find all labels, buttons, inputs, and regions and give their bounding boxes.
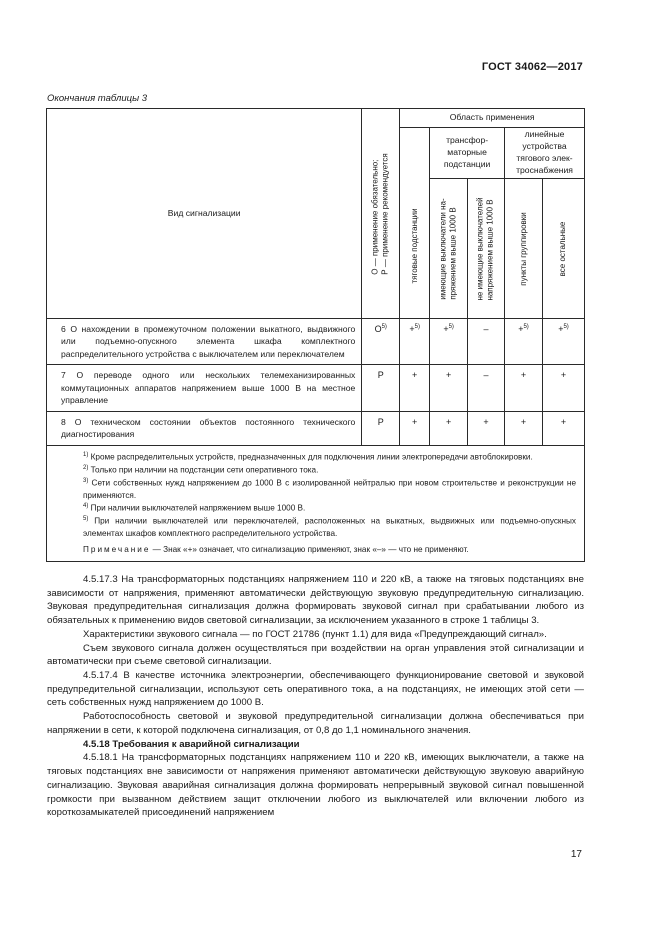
table-footnotes <box>47 445 585 561</box>
paragraph: Работоспособность световой и звуковой предупредительной сигнализации должна обеспечиваться при напряжении в сети, к которой подключена сигнализация, от 0,8 до 1,1 номинального значения. <box>47 711 584 736</box>
paragraph: Характеристики звукового сигнала — по ГОСТ 21786 (пункт 1.1) для вида «Предупреждающий сигнал». <box>83 628 547 640</box>
footnote: $^{5)}$ При наличии выключателей или переключателей, расположенных на выкатных, выдвижных или подъемно-опускных элементах шкафов комплектного распределительного устройства. <box>83 516 576 539</box>
cell-others: + <box>542 411 584 445</box>
footnote: $^{3)}$ Сети собственных нужд напряжением до 1000 В с изолированной нейтралью при новом строительстве и реконструкции не применяются. <box>83 477 576 500</box>
section-heading: 4.5.18 Требования к аварийной сигнализации <box>83 738 300 750</box>
table-note: Примечание — Знак «+» означает, что сигнализацию применяют, знак «–» — что не применяют. <box>83 545 469 555</box>
header-without-switches: не имеющие выключателей напряжением выше 1000 В <box>468 179 505 319</box>
paragraph: 4.5.17.4 В качестве источника электроэнергии, обеспечивающего функционирование световой и звуковой предупредительной сигнализации, используют сеть оперативного тока, а на подстанциях, не имеющих этой сети — сеть собственных нужд напряжением до 1000 В. <box>47 670 584 709</box>
header-sectioning-points: пункты группировки <box>505 179 543 319</box>
header-symbol: О — применение обязательно; Р — применение рекомендуется <box>362 109 400 319</box>
cell-traction: +$^{5)}$ <box>400 319 430 365</box>
cell-without-switches: – <box>468 365 505 411</box>
header-with-switches: имеющие выключатели на- пряжением выше 1000 В <box>430 179 468 319</box>
signal-table <box>46 108 585 562</box>
table-row <box>47 365 585 411</box>
body-text <box>47 573 584 820</box>
row-symbol: Р <box>362 411 400 445</box>
row-description: 8 О техническом состоянии объектов постоянного технического диагностирования <box>47 411 362 445</box>
cell-sectioning-points: + <box>505 411 543 445</box>
cell-others: + <box>542 365 584 411</box>
cell-without-switches: – <box>468 319 505 365</box>
header-others: все остальные <box>542 179 584 319</box>
cell-with-switches: + <box>430 365 468 411</box>
cell-traction: + <box>400 365 430 411</box>
paragraph: 4.5.18.1 На трансформаторных подстанциях напряжением 110 и 220 кВ, имеющих выключатели, а также на тяговых подстанциях вне зависимости от напряжения применяют автоматически действующую звуковую аварийную сигнализацию. Звуковая аварийная сигнализация должна формировать непрерывный звуковой сигнал повышенной громкости при вызванном действием защит отключении любого из выключателей или включении любого из короткозамыкателей присоединений напряжением <box>47 752 584 819</box>
paragraph: Съем звукового сигнала должен осуществляться при воздействии на орган управления этой сигнализации и автоматически при съеме световой сигнализации. <box>47 642 584 668</box>
header-linear-devices: линейные устройства тягового элек- троснабжения <box>505 128 585 179</box>
cell-with-switches: +$^{5)}$ <box>430 319 468 365</box>
page-number: 17 <box>570 849 582 860</box>
footnote: $^{1)}$ Кроме распределительных устройств, предназначенных для подключения линии электропередачи автоблокировки. <box>83 451 533 462</box>
table-row <box>47 319 585 365</box>
cell-with-switches: + <box>430 411 468 445</box>
header-traction-substations: тяговые подстанции <box>400 128 430 319</box>
row-description: 7 О переводе одного или нескольких телемеханизированных коммутационных аппаратов напряжением выше 1000 В на местное управление <box>47 365 362 411</box>
paragraph: 4.5.17.3 На трансформаторных подстанциях напряжением 110 и 220 кВ, а также на тяговых подстанциях вне зависимости от напряжения, применяют автоматически действующую звуковую предупредительную сигнализацию. Звуковая предупредительная сигнализация должна формировать звуковой сигнал при срабатывании любого из обязательных к применению видов световой сигнализации, за исключением указанного в строке 1 таблицы 3. <box>47 574 584 627</box>
footnote: $^{4)}$ При наличии выключателей напряжением выше 1000 В. <box>83 503 306 513</box>
table-caption: Окончания таблицы 3 <box>47 93 148 104</box>
table-row <box>47 411 585 445</box>
header-application-area: Область применения <box>400 109 585 128</box>
cell-sectioning-points: +$^{5)}$ <box>505 319 543 365</box>
cell-others: +$^{5)}$ <box>542 319 584 365</box>
cell-traction: + <box>400 411 430 445</box>
header-signal-type: Вид сигнализации <box>47 109 362 319</box>
row-symbol: Р <box>362 365 400 411</box>
cell-sectioning-points: + <box>505 365 543 411</box>
row-symbol: $О^{5)}$ <box>362 319 400 365</box>
cell-without-switches: + <box>468 411 505 445</box>
document-standard-number: ГОСТ 34062—2017 <box>481 61 583 73</box>
row-description: 6 О нахождении в промежуточном положении выкатного, выдвижного или подъемно-опускного элемента шкафа комплектного распределительного устройства с выключателем или переключателем <box>47 319 362 365</box>
footnote: $^{2)}$ Только при наличии на подстанции сети оперативного тока. <box>83 464 319 475</box>
header-transformer-substations: трансфор- маторные подстанции <box>430 128 505 179</box>
